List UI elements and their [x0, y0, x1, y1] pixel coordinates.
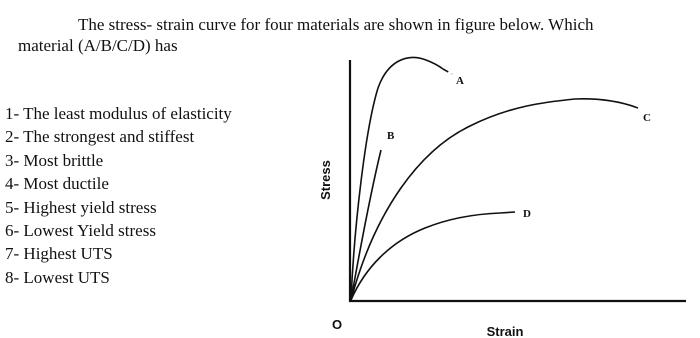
question-item-5: 5- Highest yield stress: [5, 197, 157, 217]
origin-label: O: [331, 317, 343, 332]
curve-d-label: D: [523, 208, 531, 220]
x-axis-title: Strain: [486, 324, 524, 338]
question-intro-line-2: material (A/B/C/D) has: [18, 36, 178, 55]
curve-d: [351, 212, 515, 300]
question-item-7: 7- Highest UTS: [5, 244, 113, 264]
question-item-6: 6- Lowest Yield stress: [5, 220, 156, 240]
question-item-4: 4- Most ductile: [5, 174, 109, 194]
curve-a-label: A: [456, 75, 464, 87]
curve-c-label: C: [643, 112, 651, 124]
question-item-3: 3- Most brittle: [5, 150, 104, 170]
curve-b-label: B: [387, 130, 395, 142]
question-intro-line-1: The stress- strain curve for four materials are shown in figure below. Which: [78, 15, 594, 34]
y-axis-title: Stress: [318, 160, 333, 200]
question-item-8: 8- Lowest UTS: [5, 267, 110, 287]
question-item-1: 1- The least modulus of elasticity: [5, 104, 232, 123]
curve-a-tail: [443, 69, 452, 74]
question-item-2: 2- The strongest and stiffest: [5, 127, 195, 147]
curve-a: [351, 57, 443, 300]
